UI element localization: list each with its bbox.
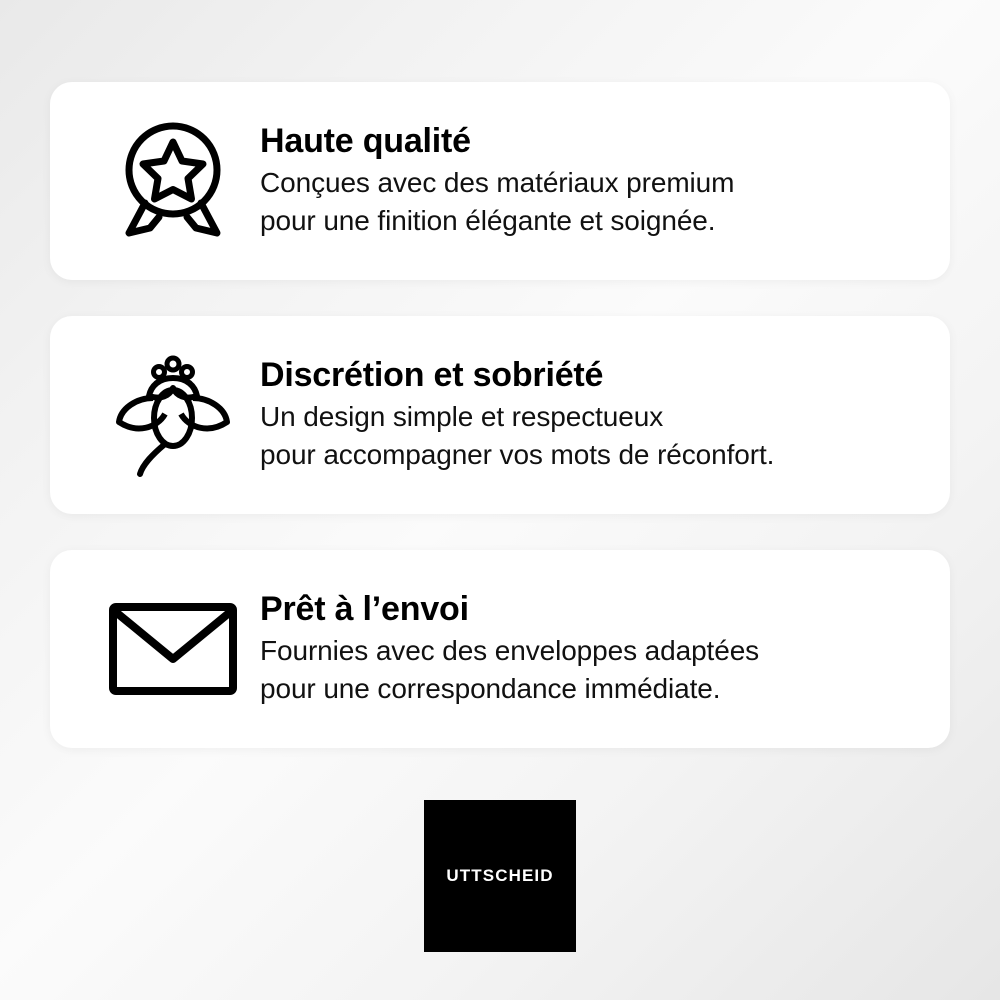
feature-card-text xyxy=(248,122,734,240)
quality-badge-icon xyxy=(98,116,248,246)
feature-card-title: Prêt à l’envoi xyxy=(260,589,469,628)
feature-card-description-line: Un design simple et respectueux xyxy=(260,400,664,432)
feature-card-description-line: Fournies avec des enveloppes adaptées xyxy=(260,634,760,666)
feature-card-description xyxy=(260,164,734,240)
feature-card-text xyxy=(248,590,759,708)
feature-card-description-line: pour une correspondance immédiate. xyxy=(260,673,721,705)
envelope-icon xyxy=(98,584,248,714)
brand-logo-area xyxy=(0,800,1000,952)
feature-card-description-line: pour accompagner vos mots de réconfort. xyxy=(260,439,775,471)
feature-card-title: Discrétion et sobriété xyxy=(260,355,604,394)
feature-card-description xyxy=(260,632,759,708)
feature-card-text xyxy=(248,356,774,474)
feature-card-description-line: pour une finition élégante et soignée. xyxy=(260,205,716,237)
feature-card-description xyxy=(260,398,774,474)
feature-card xyxy=(50,316,950,514)
feature-card xyxy=(50,82,950,280)
feature-card-list xyxy=(50,82,950,748)
flower-icon xyxy=(98,350,248,480)
feature-card-title: Haute qualité xyxy=(260,121,471,160)
brand-name: UTTSCHEID xyxy=(446,866,554,885)
feature-card xyxy=(50,550,950,748)
feature-card-description-line: Conçues avec des matériaux premium xyxy=(260,166,735,198)
brand-logo xyxy=(424,800,576,952)
